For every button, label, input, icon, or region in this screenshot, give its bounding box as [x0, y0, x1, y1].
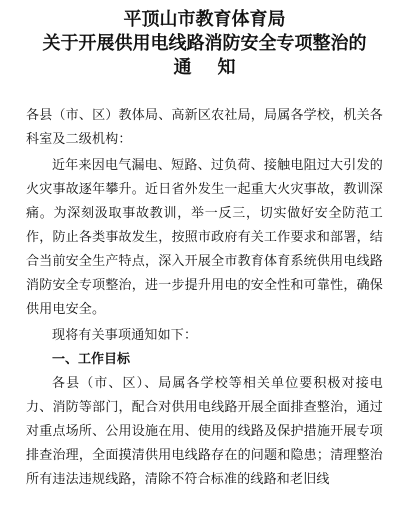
- section-goals-text: 各县（市、区）、局属各学校等相关单位要积极对接电力、消防等部门，配合对供用电线路开展全面排查整治，通过对重点场所、公用设施在用、使用的线路及保护措施开展专项排查治理，全面摸清供用电线路存在的问题和隐患；清理整治所有违法违规线路，清除不符合标准的线路和老旧线: [26, 376, 383, 487]
- title-line-issuer: 平顶山市教育体育局: [123, 9, 286, 30]
- section-heading-goals: 一、工作目标: [52, 352, 131, 367]
- document-title: [26, 8, 383, 80]
- paragraph-background: 近年来因电气漏电、短路、过负荷、接触电阻过大引发的火灾事故逐年攀升。近日省外发生一起重大火灾事故，教训深痛。为深刻汲取事故教训，举一反三，切实做好安全防范工作，防止各类事故发生，按照市政府有关工作要求和部署，结合当前安全生产特点，深入开展全市教育体育系统供用电线路消防安全专项整治，进一步提升用电的安全性和可靠性，确保供用电安全。: [26, 158, 383, 317]
- title-line-subject: 关于开展供用电线路消防安全专项整治的: [42, 33, 367, 54]
- addressee: 各县（市、区）教体局、高新区农社局，局属各学校，机关各科室及二级机构：: [26, 108, 383, 147]
- paragraph-notice-intro: 现将有关事项通知如下：: [52, 328, 198, 343]
- title-line-notice: 通知: [173, 57, 262, 78]
